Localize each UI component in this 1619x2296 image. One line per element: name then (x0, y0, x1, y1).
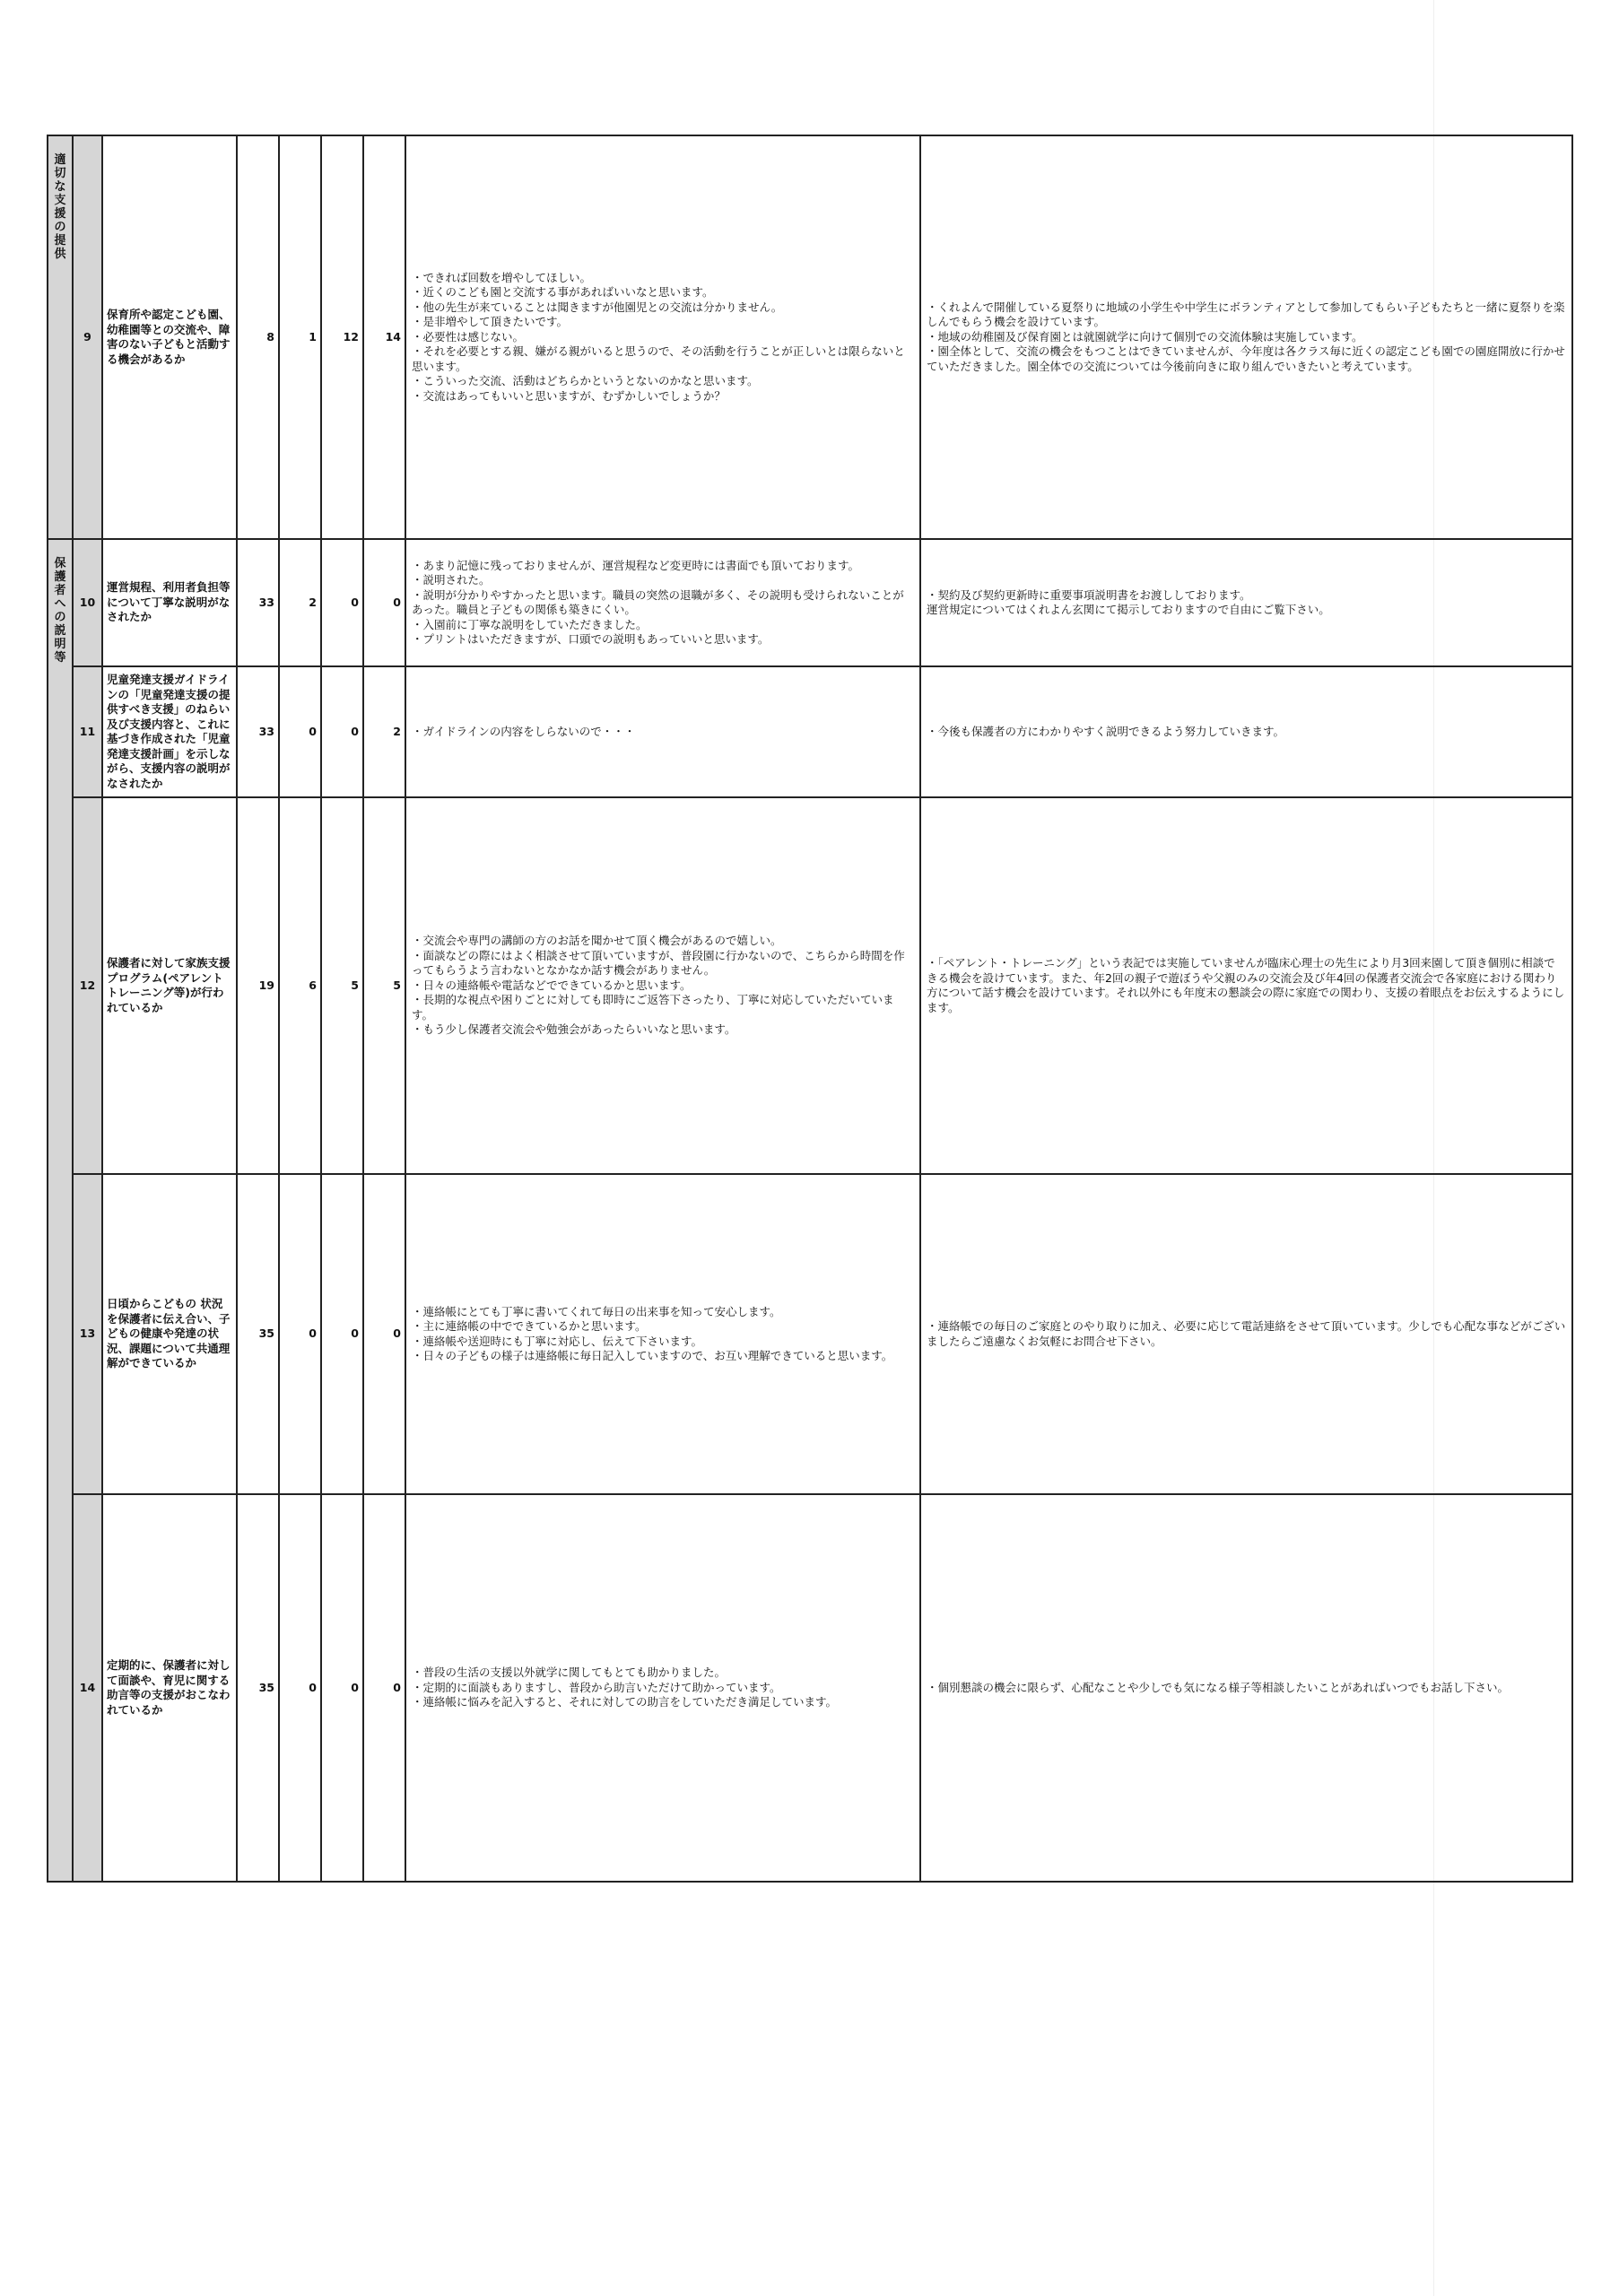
comment-line: ・できれば回数を増やしてほしい。 (412, 270, 592, 284)
comment-line: ・長期的な視点や困りごとに対しても即時にご返答下さったり、丁寧に対応していただいています。 (412, 993, 894, 1022)
count-neutral: 1 (279, 135, 321, 539)
response-cell (920, 539, 1572, 666)
comment-line: ・面談などの際にはよく相談させて頂いていますが、普段園に行かないので、こちらから時間を作ってもらうよう言わないとなかなか話す機会がありません。 (412, 948, 905, 978)
comment-line: ・主に連絡帳の中でできているかと思います。 (412, 1319, 647, 1333)
count-neutral: 2 (279, 539, 321, 666)
comment-line: ・連絡帳や送迎時にも丁寧に対応し、伝えて下さいます。 (412, 1334, 703, 1348)
comment-line: ・交流はあってもいいと思いますが、むずかしいでしょうか？ (412, 388, 726, 403)
table-row (48, 1174, 1572, 1494)
response-cell (920, 666, 1572, 797)
response-cell (920, 1494, 1572, 1882)
row-number: 14 (73, 1494, 102, 1882)
comment-line: ・普段の生活の支援以外就学に関してもとても助かりました。 (412, 1665, 727, 1680)
category-label: 適切な支援の提供 (54, 153, 66, 261)
comment-line: ・必要性は感じない。 (412, 329, 525, 344)
comments-cell (405, 135, 920, 539)
count-no: 0 (321, 1494, 363, 1882)
comment-line: ・ガイドラインの内容をしらないので・・・ (412, 724, 636, 738)
count-neutral: 0 (279, 1174, 321, 1494)
count-unknown: 2 (363, 666, 405, 797)
comment-line: ・説明が分かりやすかったと思います。職員の突然の退職が多く、その説明も受けられないことがあった。職員と子どもの関係も築きにくい。 (412, 587, 904, 616)
count-yes: 33 (237, 539, 279, 666)
response-line: ・「ペアレント・トレーニング」という表記では実施していませんが臨床心理士の先生により月3回来園して頂き個別に相談できる機会を設けています。また、年2回の親子で遊ぼうや父親のみの交流会及び年4回の保護者交流会で各家庭における関わり方について話す機会を設けています。それ以外にも年度末の懇談会の際に家庭での関わり、支援の着眼点をお伝えするようにします。 (927, 956, 1565, 1014)
item-text: 日頃からこどもの 状況を保護者に伝え合い、子どもの健康や発達の状況、課題について共通理解ができているか (102, 1174, 237, 1494)
response-line: ・連絡帳での毎日のご家庭とのやり取りに加え、必要に応じて電話連絡をさせて頂いています。少しでも心配な事などがございましたらご遠慮なくお気軽にお問合せ下さい。 (927, 1319, 1566, 1348)
response-line: ・個別懇談の機会に限らず、心配なことや少しでも気になる様子等相談したいことがあればいつでもお話し下さい。 (927, 1680, 1510, 1694)
count-unknown: 5 (363, 797, 405, 1174)
count-yes: 35 (237, 1494, 279, 1882)
row-number: 11 (73, 666, 102, 797)
count-no: 0 (321, 666, 363, 797)
item-text: 運営規程、利用者負担等について丁寧な説明がなされたか (102, 539, 237, 666)
category-cell (48, 135, 73, 539)
item-text: 児童発達支援ガイドラインの「児童発達支援の提供すべき支援」のねらい及び支援内容と、これに基づき作成された「児童発達支援計画」を示しながら、支援内容の説明がなされたか (102, 666, 237, 797)
comment-line: ・こういった交流、活動はどちらかというとないのかなと思います。 (412, 374, 759, 388)
comment-line: ・もう少し保護者交流会や勉強会があったらいいなと思います。 (412, 1022, 736, 1037)
response-line: ・契約及び契約更新時に重要事項説明書をお渡ししております。 (927, 587, 1251, 602)
category-cell (48, 539, 73, 1882)
count-no: 0 (321, 539, 363, 666)
comment-line: ・日々の子どもの様子は連絡帳に毎日記入していますので、お互い理解できていると思います。 (412, 1349, 893, 1362)
comments-cell (405, 797, 920, 1174)
row-number: 10 (73, 539, 102, 666)
count-unknown: 0 (363, 539, 405, 666)
category-label: 保護者への説明等 (54, 557, 66, 665)
count-yes: 33 (237, 666, 279, 797)
item-text: 定期的に、保護者に対して面談や、育児に関する助言等の支援がおこなわれているか (102, 1494, 237, 1882)
table-row (48, 666, 1572, 797)
comments-cell (405, 1174, 920, 1494)
row-number: 13 (73, 1174, 102, 1494)
count-unknown: 0 (363, 1494, 405, 1882)
item-text: 保護者に対して家族支援プログラム(ペアレントトレーニング等)が行われているか (102, 797, 237, 1174)
response-cell (920, 1174, 1572, 1494)
response-line: ・園全体として、交流の機会をもつことはできていませんが、今年度は各クラス毎に近くの認定こども園での園庭開放に行かせていただきました。園全体での交流については今後前向きに取り組んでいきたいと考えています。 (927, 344, 1565, 373)
comment-line: ・あまり記憶に残っておりませんが、運営規程など変更時には書面でも頂いております。 (412, 558, 860, 572)
comment-line: ・日々の連絡帳や電話などでできているかと思います。 (412, 978, 692, 992)
comment-line: ・近くのこども園と交流する事があればいいなと思います。 (412, 285, 714, 300)
table-row (48, 539, 1572, 666)
count-unknown: 14 (363, 135, 405, 539)
count-no: 12 (321, 135, 363, 539)
comment-line: ・交流会や専門の講師の方のお話を聞かせて頂く機会があるので嬉しい。 (412, 934, 782, 948)
comment-line: ・それを必要とする親、嫌がる親がいると思うので、その活動を行うことが正しいとは限らないと思います。 (412, 344, 905, 373)
response-line: 運営規定についてはくれよん玄関にて掲示しておりますので自由にご覧下さい。 (927, 603, 1330, 616)
table-row (48, 135, 1572, 539)
count-unknown: 0 (363, 1174, 405, 1494)
comment-line: ・説明された。 (412, 573, 491, 587)
row-number: 12 (73, 797, 102, 1174)
comment-line: ・他の先生が来ていることは聞きますが他園児との交流は分かりません。 (412, 300, 783, 314)
comment-line: ・プリントはいただきますが、口頭での説明もあっていいと思います。 (412, 632, 770, 646)
evaluation-table (47, 135, 1573, 1883)
response-line: ・地域の幼稚園及び保育園とは就園就学に向けて個別での交流体験は実施しています。 (927, 329, 1363, 344)
response-cell (920, 135, 1572, 539)
count-yes: 19 (237, 797, 279, 1174)
comment-line: ・定期的に面談もありますし、普段から助言いただけて助かっています。 (412, 1680, 781, 1694)
comment-line: ・是非増やして頂きたいです。 (412, 315, 569, 329)
comments-cell (405, 666, 920, 797)
count-no: 5 (321, 797, 363, 1174)
comment-line: ・連絡帳に悩みを記入すると、それに対しての助言をしていただき満足しています。 (412, 1695, 838, 1709)
count-yes: 8 (237, 135, 279, 539)
row-number: 9 (73, 135, 102, 539)
count-no: 0 (321, 1174, 363, 1494)
count-neutral: 0 (279, 666, 321, 797)
response-line: ・今後も保護者の方にわかりやすく説明できるよう努力していきます。 (927, 724, 1285, 738)
count-neutral: 0 (279, 1494, 321, 1882)
table-row (48, 797, 1572, 1174)
count-neutral: 6 (279, 797, 321, 1174)
comments-cell (405, 1494, 920, 1882)
comments-cell (405, 539, 920, 666)
comment-line: ・連絡帳にとても丁寧に書いてくれて毎日の出来事を知って安心します。 (412, 1304, 781, 1318)
comment-line: ・入園前に丁寧な説明をしていただきました。 (412, 617, 648, 631)
response-cell (920, 797, 1572, 1174)
count-yes: 35 (237, 1174, 279, 1494)
response-line: ・くれよんで開催している夏祭りに地域の小学生や中学生にボランティアとして参加してもらい子どもたちと一緒に夏祭りを楽しんでもらう機会を設けています。 (927, 300, 1565, 329)
table-row (48, 1494, 1572, 1882)
item-text: 保育所や認定こども園、幼稚園等との交流や、障害のない子どもと活動する機会があるか (102, 135, 237, 539)
